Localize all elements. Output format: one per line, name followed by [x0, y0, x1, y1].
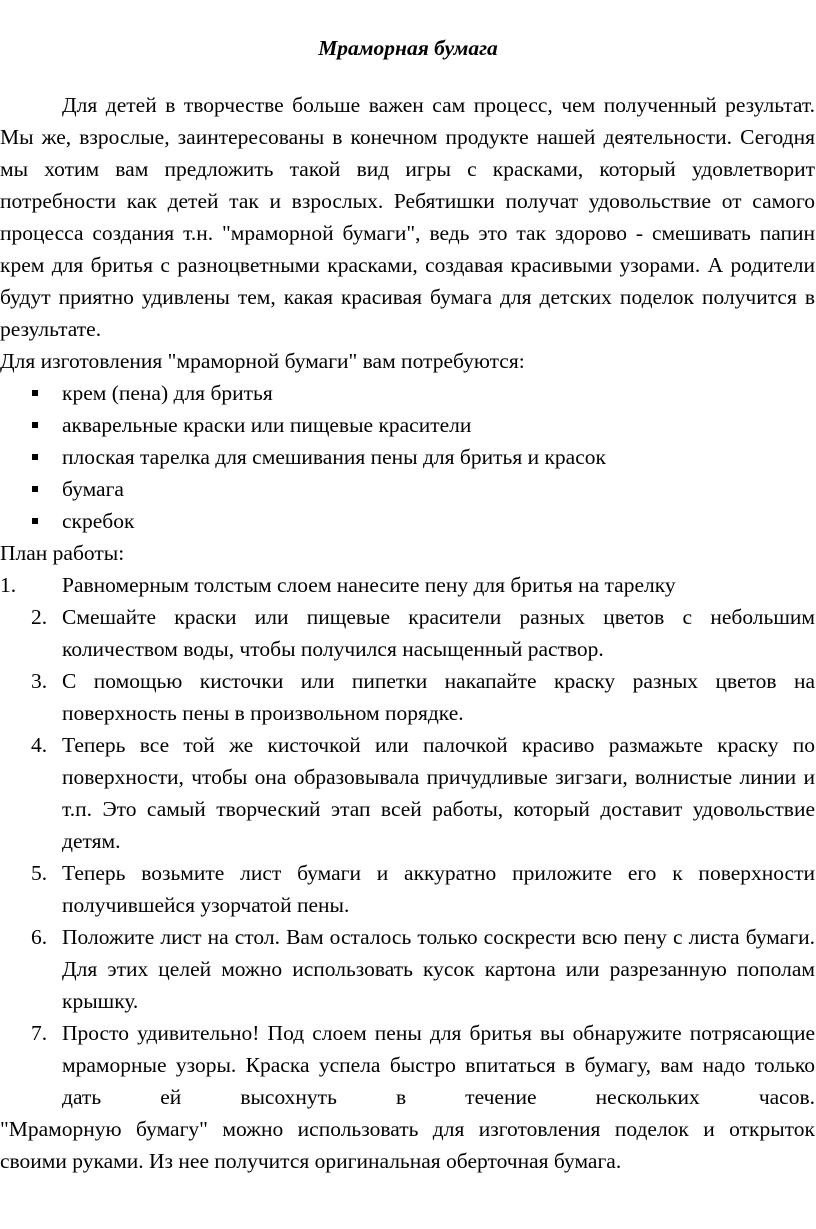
step-text: Смешайте краски или пищевые красители разных цветов с небольшим количеством воды, чтобы получился насыщенный раствор.	[62, 605, 815, 661]
step-number: 2.	[31, 605, 48, 629]
list-item	[0, 505, 816, 537]
bullet-square-icon	[32, 518, 38, 524]
step-number: 1.	[0, 573, 17, 597]
step-text: Теперь возьмите лист бумаги и аккуратно приложите его к поверхности получившейся узорчатой пены.	[62, 861, 815, 917]
bullet-square-icon	[32, 390, 38, 396]
list-item-text: скребок	[62, 509, 135, 533]
plan-heading: План работы:	[0, 541, 125, 565]
step-item	[0, 569, 816, 601]
step-number: 7.	[31, 1021, 48, 1045]
step-item	[0, 921, 816, 1017]
outro-paragraph: "Мраморную бумагу" можно использовать для изготовления поделок и открыток своими руками. Из нее получится оригинальная оберточная бумага.	[0, 1117, 815, 1173]
step-item	[0, 1017, 816, 1113]
list-item	[0, 441, 816, 473]
step-text: С помощью кисточки или пипетки накапайте краску разных цветов на поверхность пены в произвольном порядке.	[62, 669, 815, 725]
step-number: 5.	[31, 861, 48, 885]
list-item	[0, 377, 816, 409]
list-item	[0, 473, 816, 505]
document-title: Мраморная бумага	[318, 36, 498, 60]
list-item-text: плоская тарелка для смешивания пены для бритья и красок	[62, 445, 606, 469]
list-item	[0, 409, 816, 441]
step-item	[0, 857, 816, 921]
step-item	[0, 665, 816, 729]
list-item-text: крем (пена) для бритья	[62, 381, 273, 405]
bullet-square-icon	[32, 454, 38, 460]
step-item	[0, 729, 816, 857]
steps-list	[0, 569, 816, 1113]
step-text: Равномерным толстым слоем нанесите пену для бритья на тарелку	[62, 573, 676, 597]
step-text: Теперь все той же кисточкой или палочкой красиво размажьте краску по поверхности, чтобы она образовывала причудливые зигзаги, волнистые линии и т.п. Это самый творческий этап всей работы, который доставит удовольствие детям.	[62, 733, 815, 853]
bullet-square-icon	[32, 422, 38, 428]
step-item	[0, 601, 816, 665]
list-item-text: акварельные краски или пищевые красители	[62, 413, 472, 437]
materials-list	[0, 377, 816, 537]
step-text: Положите лист на стол. Вам осталось только соскрести всю пену с листа бумаги. Для этих целей можно использовать кусок картона или разрезанную пополам крышку.	[62, 925, 815, 1013]
step-number: 6.	[31, 925, 48, 949]
materials-heading: Для изготовления "мраморной бумаги" вам потребуются:	[0, 349, 525, 373]
intro-paragraph: Для детей в творчестве больше важен сам процесс, чем полученный результат. Мы же, взрослые, заинтересованы в конечном продукте нашей деятельности. Сегодня мы хотим вам предложить такой вид игры с красками, который удовлетворит потребности как детей так и взрослых. Ребятишки получат удовольствие от самого процесса создания т.н. "мраморной бумаги", ведь это так здорово - смешивать папин крем для бритья с разноцветными красками, создавая красивыми узорами. А родители будут приятно удивлены тем, какая красивая бумага для детских поделок получится в результате.	[0, 93, 815, 341]
step-number: 3.	[31, 669, 48, 693]
step-number: 4.	[31, 733, 48, 757]
step-text: Просто удивительно! Под слоем пены для бритья вы обнаружите потрясающие мраморные узоры. Краска успела быстро впитаться в бумагу, вам надо только дать ей высохнуть в течение нескольких часов.	[62, 1021, 815, 1109]
list-item-text: бумага	[62, 477, 124, 501]
bullet-square-icon	[32, 486, 38, 492]
